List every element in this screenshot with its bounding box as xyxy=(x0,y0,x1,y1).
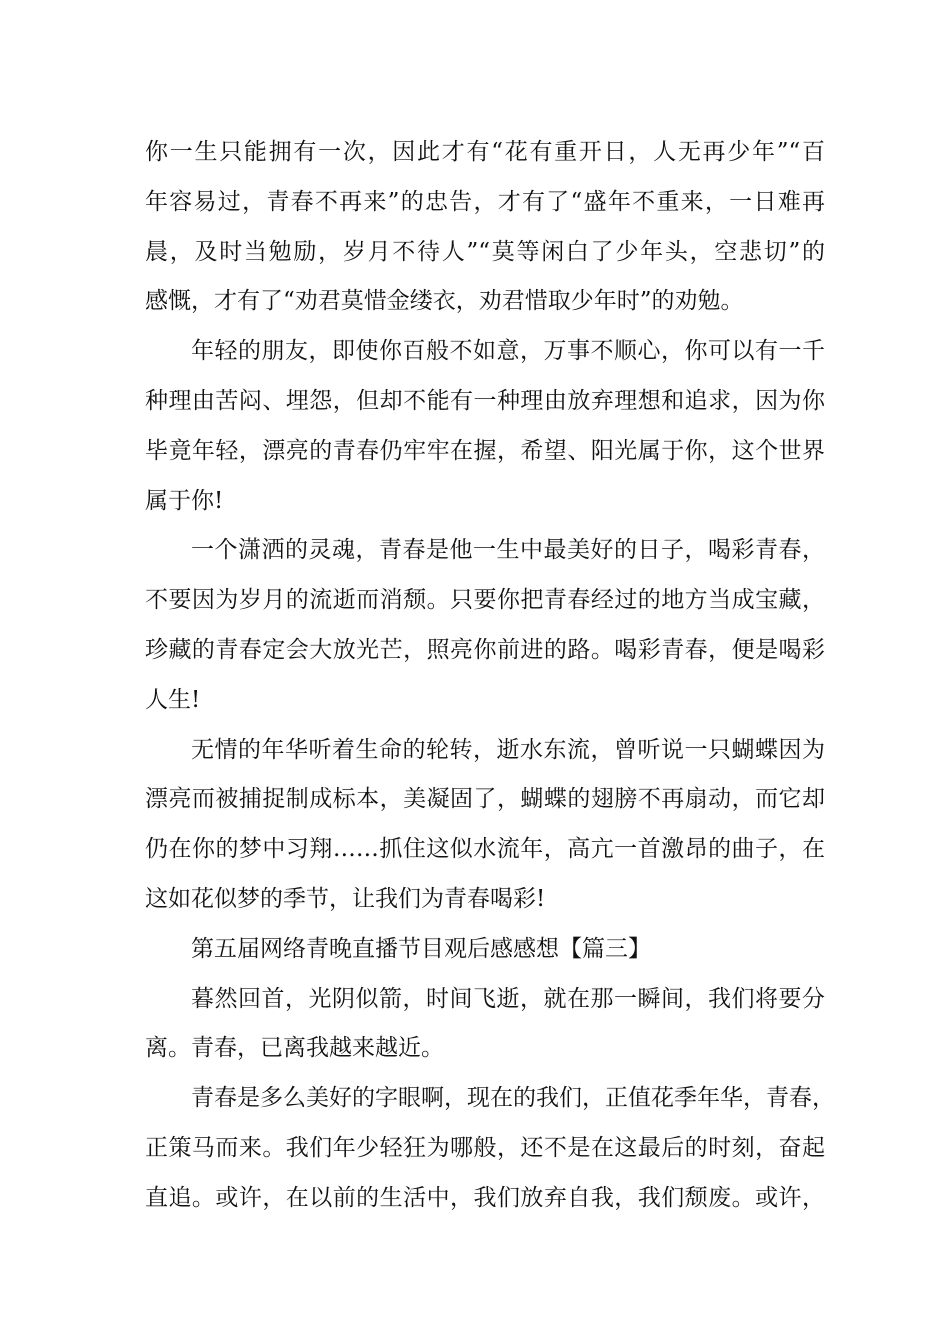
paragraph-line: 年容易过，青春不再来”的忠告，才有了“盛年不重来，一日难再 xyxy=(145,188,825,215)
paragraph-line: 年轻的朋友，即使你百般不如意，万事不顺心，你可以有一千 xyxy=(191,338,825,365)
paragraph-line: 正策马而来。我们年少轻狂为哪般，还不是在这最后的时刻，奋起 xyxy=(145,1134,825,1161)
paragraph-line: 仍在你的梦中习翔……抓住这似水流年，高亢一首激昂的曲子，在 xyxy=(145,836,825,863)
paragraph-line: 暮然回首，光阴似箭，时间飞逝，就在那一瞬间，我们将要分 xyxy=(191,985,825,1012)
paragraph-line: 离。青春，已离我越来越近。 xyxy=(145,1035,444,1062)
section-heading: 第五届网络青晚直播节目观后感感想【篇三】 xyxy=(191,935,651,962)
paragraph-line: 青春是多么美好的字眼啊，现在的我们，正值花季年华，青春， xyxy=(191,1085,835,1112)
paragraph-line: 你一生只能拥有一次，因此才有“花有重开日，人无再少年”“百 xyxy=(145,139,825,165)
paragraph-line: 毕竟年轻，漂亮的青春仍牢牢在握，希望、阳光属于你，这个世界 xyxy=(145,437,825,464)
paragraph-line: 无情的年华听着生命的轮转，逝水东流，曾听说一只蝴蝶因为 xyxy=(191,736,825,763)
paragraph-line: 不要因为岁月的流逝而消颓。只要你把青春经过的地方当成宝藏， xyxy=(145,587,825,614)
paragraph-line: 一个潇洒的灵魂，青春是他一生中最美好的日子，喝彩青春， xyxy=(191,537,825,564)
paragraph-line: 漂亮而被捕捉制成标本，美凝固了，蝴蝶的翅膀不再扇动，而它却 xyxy=(145,786,825,813)
paragraph-line: 属于你! xyxy=(145,487,224,514)
paragraph-line: 人生! xyxy=(145,686,201,713)
paragraph-line: 种理由苦闷、埋怨，但却不能有一种理由放弃理想和追求，因为你 xyxy=(145,387,825,414)
paragraph-line: 直追。或许，在以前的生活中，我们放弃自我，我们颓废。或许， xyxy=(145,1184,825,1211)
paragraph-line: 感慨，才有了“劝君莫惜金缕衣，劝君惜取少年时”的劝勉。 xyxy=(145,288,744,315)
paragraph-line: 这如花似梦的季节，让我们为青春喝彩! xyxy=(145,885,546,912)
paragraph-line: 晨，及时当勉励，岁月不待人”“莫等闲白了少年头，空悲切”的 xyxy=(145,238,825,265)
paragraph-line: 珍藏的青春定会大放光芒，照亮你前进的路。喝彩青春，便是喝彩 xyxy=(145,636,825,663)
document-body xyxy=(145,128,835,1224)
